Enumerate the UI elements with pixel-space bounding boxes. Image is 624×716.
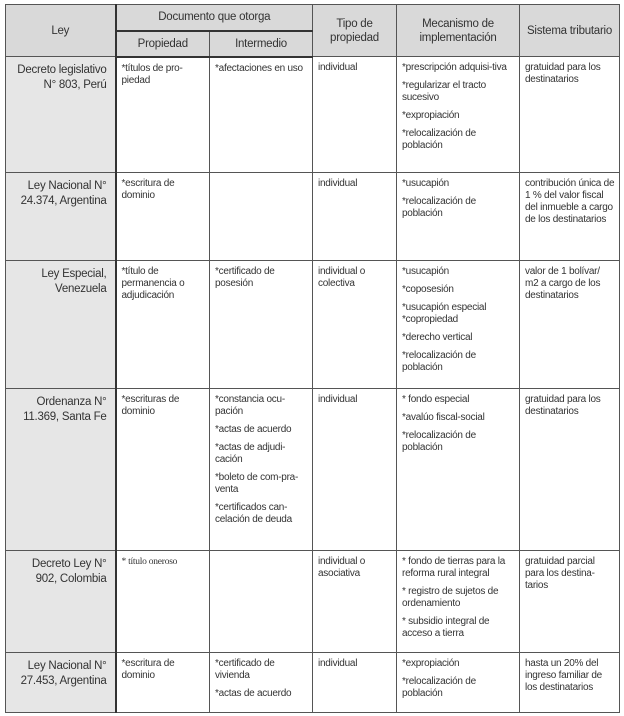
- cell-item: * registro de sujetos de ordenamiento: [402, 586, 499, 609]
- cell-item: *certificados can-celación de deuda: [215, 502, 292, 525]
- cell-item: gratuidad para los destinatarios: [525, 394, 601, 417]
- cell-item: individual: [318, 394, 358, 405]
- header-ley: Ley: [6, 5, 116, 57]
- cell-tipo: [313, 57, 397, 173]
- cell-mecanismo: [397, 173, 520, 261]
- table-row: [6, 389, 620, 551]
- cell-item: individual: [318, 178, 358, 189]
- cell-item: hasta un 20% del ingreso familiar de los destinatarios: [525, 658, 602, 693]
- cell-intermedio: [210, 57, 313, 173]
- cell-sistema: [520, 173, 620, 261]
- cell-propiedad: [116, 173, 210, 261]
- cell-item: * fondo de tierras para la reforma rural integral: [402, 556, 506, 579]
- header-intermedio: Intermedio: [210, 31, 313, 57]
- table-row: [6, 173, 620, 261]
- cell-intermedio: [210, 653, 313, 713]
- cell-item: *usucapión: [402, 266, 449, 277]
- cell-item: individual: [318, 62, 358, 73]
- header-tipo: Tipo de propiedad: [313, 5, 397, 57]
- cell-ley: Decreto Ley N° 902, Colombia: [6, 551, 116, 653]
- table-row: [6, 261, 620, 389]
- cell-item: individual o asociativa: [318, 556, 366, 579]
- cell-tipo: [313, 173, 397, 261]
- cell-item: valor de 1 bolívar/ m2 a cargo de los destinatarios: [525, 266, 601, 301]
- cell-item: * título oneroso: [121, 557, 178, 567]
- cell-ley: Ley Nacional N° 27.453, Argentina: [6, 653, 116, 713]
- table-row: [6, 57, 620, 173]
- cell-item: *escritura de dominio: [121, 178, 175, 201]
- cell-propiedad: [116, 551, 210, 653]
- cell-item: *escritura de dominio: [121, 658, 175, 681]
- cell-tipo: [313, 551, 397, 653]
- cell-item: *relocalización de población: [402, 128, 476, 151]
- cell-intermedio: [210, 261, 313, 389]
- header-documento: Documento que otorga: [116, 5, 313, 31]
- cell-sistema: [520, 653, 620, 713]
- cell-item: *afectaciones en uso: [215, 62, 303, 74]
- header-sistema: Sistema tributario: [520, 5, 620, 57]
- cell-sistema: [520, 389, 620, 551]
- cell-tipo: [313, 389, 397, 551]
- cell-item: *constancia ocu-pación: [215, 394, 285, 417]
- cell-item: *usucapión: [402, 178, 449, 189]
- cell-intermedio: [210, 389, 313, 551]
- cell-intermedio: [210, 173, 313, 261]
- cell-item: *actas de acuerdo: [215, 688, 292, 699]
- cell-item: *derecho vertical: [402, 332, 473, 343]
- table-row: [6, 551, 620, 653]
- cell-item: *prescripción adquisi-tiva: [402, 62, 507, 73]
- cell-tipo: [313, 261, 397, 389]
- cell-item: * subsidio integral de acceso a tierra: [402, 616, 490, 639]
- cell-ley: Ordenanza N° 11.369, Santa Fe: [6, 389, 116, 551]
- header-mecanismo: Mecanismo de implementación: [397, 5, 520, 57]
- cell-item: individual o colectiva: [318, 266, 366, 289]
- cell-mecanismo: [397, 653, 520, 713]
- cell-ley: Decreto legislativo N° 803, Perú: [6, 57, 116, 173]
- cell-propiedad: [116, 261, 210, 389]
- cell-item: contribución única de 1 % del valor fiscal del inmueble a cargo de los destinatarios: [525, 178, 615, 225]
- cell-mecanismo: [397, 261, 520, 389]
- cell-tipo: [313, 653, 397, 713]
- cell-item: *actas de adjudi-cación: [215, 442, 286, 465]
- cell-sistema: [520, 551, 620, 653]
- table-row: [6, 653, 620, 713]
- cell-item: *relocalización de población: [402, 430, 476, 453]
- cell-item: *expropiación: [402, 110, 460, 121]
- cell-propiedad: [116, 653, 210, 713]
- cell-sistema: [520, 261, 620, 389]
- cell-item: *títulos de pro-piedad: [121, 62, 183, 86]
- cell-mecanismo: [397, 389, 520, 551]
- cell-item: *relocalización de población: [402, 676, 476, 699]
- cell-mecanismo: [397, 551, 520, 653]
- cell-item: *escrituras de dominio: [121, 394, 180, 417]
- cell-item: *boleto de com-pra-venta: [215, 472, 299, 495]
- cell-propiedad: [116, 389, 210, 551]
- cell-item: *título de permanencia o adjudicación: [121, 266, 185, 301]
- cell-propiedad: [116, 57, 210, 173]
- cell-ley: Ley Especial, Venezuela: [6, 261, 116, 389]
- cell-item: gratuidad para los destinatarios: [525, 62, 601, 85]
- cell-item: *expropiación: [402, 658, 460, 669]
- cell-item: *certificado de posesión: [215, 266, 275, 289]
- cell-item: *usucapión especial *copropiedad: [402, 302, 487, 325]
- cell-item: individual: [318, 658, 358, 669]
- cell-item: *relocalización de población: [402, 196, 476, 219]
- table-body: [6, 57, 620, 713]
- cell-mecanismo: [397, 57, 520, 173]
- cell-item: *relocalización de población: [402, 350, 476, 373]
- header-propiedad: Propiedad: [116, 31, 210, 57]
- cell-item: *actas de acuerdo: [215, 424, 292, 435]
- cell-ley: Ley Nacional N° 24.374, Argentina: [6, 173, 116, 261]
- cell-item: *coposesión: [402, 284, 454, 295]
- cell-item: *regularizar el tracto sucesivo: [402, 80, 486, 103]
- law-comparison-table: [5, 4, 620, 713]
- cell-item: * fondo especial: [402, 394, 470, 405]
- cell-item: *certificado de vivienda: [215, 658, 275, 681]
- cell-intermedio: [210, 551, 313, 653]
- cell-item: *avalúo fiscal-social: [402, 412, 485, 423]
- cell-sistema: [520, 57, 620, 173]
- cell-item: gratuidad parcial para los destina-tarios: [525, 556, 595, 591]
